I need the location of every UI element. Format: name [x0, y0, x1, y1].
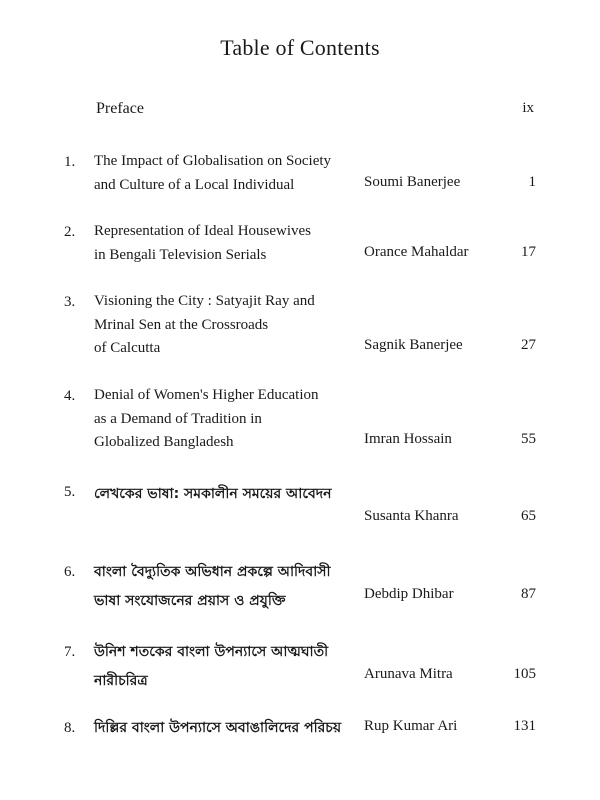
entry-number: 3. — [64, 294, 76, 310]
entry-number: 8. — [64, 720, 76, 736]
entry-title — [94, 220, 354, 267]
preface-label: Preface — [96, 100, 144, 117]
entry-title — [94, 290, 354, 361]
entry-author: Rup Kumar Ari — [364, 718, 458, 734]
entry-title-line: Visioning the City : Satyajit Ray and — [94, 293, 315, 309]
entry-title-line: in Bengali Television Serials — [94, 246, 267, 263]
entry-page-number: 131 — [513, 718, 536, 734]
entry-page-number: 65 — [521, 508, 536, 524]
entry-page-number: 105 — [513, 666, 536, 682]
entry-number: 4. — [64, 388, 76, 404]
entry-title — [94, 638, 354, 696]
entry-title-line: উনিশ শতকের বাংলা উপন্যাসে আত্মঘাতী — [94, 644, 329, 660]
entry-title — [94, 384, 354, 455]
entry-author: Imran Hossain — [364, 431, 452, 447]
entry-page-number: 27 — [521, 337, 536, 353]
entry-page-number: 55 — [521, 431, 536, 447]
entry-number: 7. — [64, 644, 76, 660]
entry-number: 1. — [64, 154, 76, 170]
entry-title-line: of Calcutta — [94, 340, 161, 356]
entry-title-line: The Impact of Globalisation on Society — [94, 153, 332, 169]
entry-title-line: দিল্লির বাংলা উপন্যাসে অবাঙালিদের পরিচয় — [94, 720, 342, 736]
entry-title-line: Globalized Bangladesh — [94, 434, 234, 450]
entry-title — [94, 480, 354, 509]
entry-title-line: বাংলা বৈদ্যুতিক অভিধান প্রকল্পে আদিবাসী — [94, 564, 331, 580]
entry-number: 5. — [64, 484, 76, 500]
entry-title — [94, 558, 354, 616]
entry-author: Orance Mahaldar — [364, 244, 469, 260]
entry-page-number: 17 — [521, 244, 536, 260]
entry-title-line: Representation of Ideal Housewives — [94, 223, 312, 239]
entry-title-line: as a Demand of Tradition in — [94, 410, 262, 427]
entry-title-line: নারীচরিত্র — [94, 673, 148, 689]
page-title: Table of Contents — [220, 35, 380, 60]
preface-page-number: ix — [522, 100, 534, 116]
entry-author: Sagnik Banerjee — [364, 337, 463, 353]
entry-page-number: 1 — [528, 174, 536, 190]
entry-title-line: and Culture of a Local Individual — [94, 176, 295, 193]
entry-title — [94, 150, 354, 197]
entry-title-line: লেখকের ভাষা: সমকালীন সময়ের আবেদন — [94, 486, 332, 502]
entry-title-line: ভাষা সংযোজনের প্রয়াস ও প্রযুক্তি — [94, 593, 286, 609]
entry-title-line: Mrinal Sen at the Crossroads — [94, 316, 269, 333]
entry-author: Susanta Khanra — [364, 508, 459, 524]
entry-number: 6. — [64, 564, 76, 580]
entry-page-number: 87 — [521, 586, 536, 602]
entry-author: Soumi Banerjee — [364, 174, 461, 190]
entry-author: Debdip Dhibar — [364, 586, 454, 602]
entry-author: Arunava Mitra — [364, 666, 453, 682]
entry-number: 2. — [64, 224, 76, 240]
entry-title-line: Denial of Women's Higher Education — [94, 387, 319, 403]
entry-title — [94, 714, 354, 743]
